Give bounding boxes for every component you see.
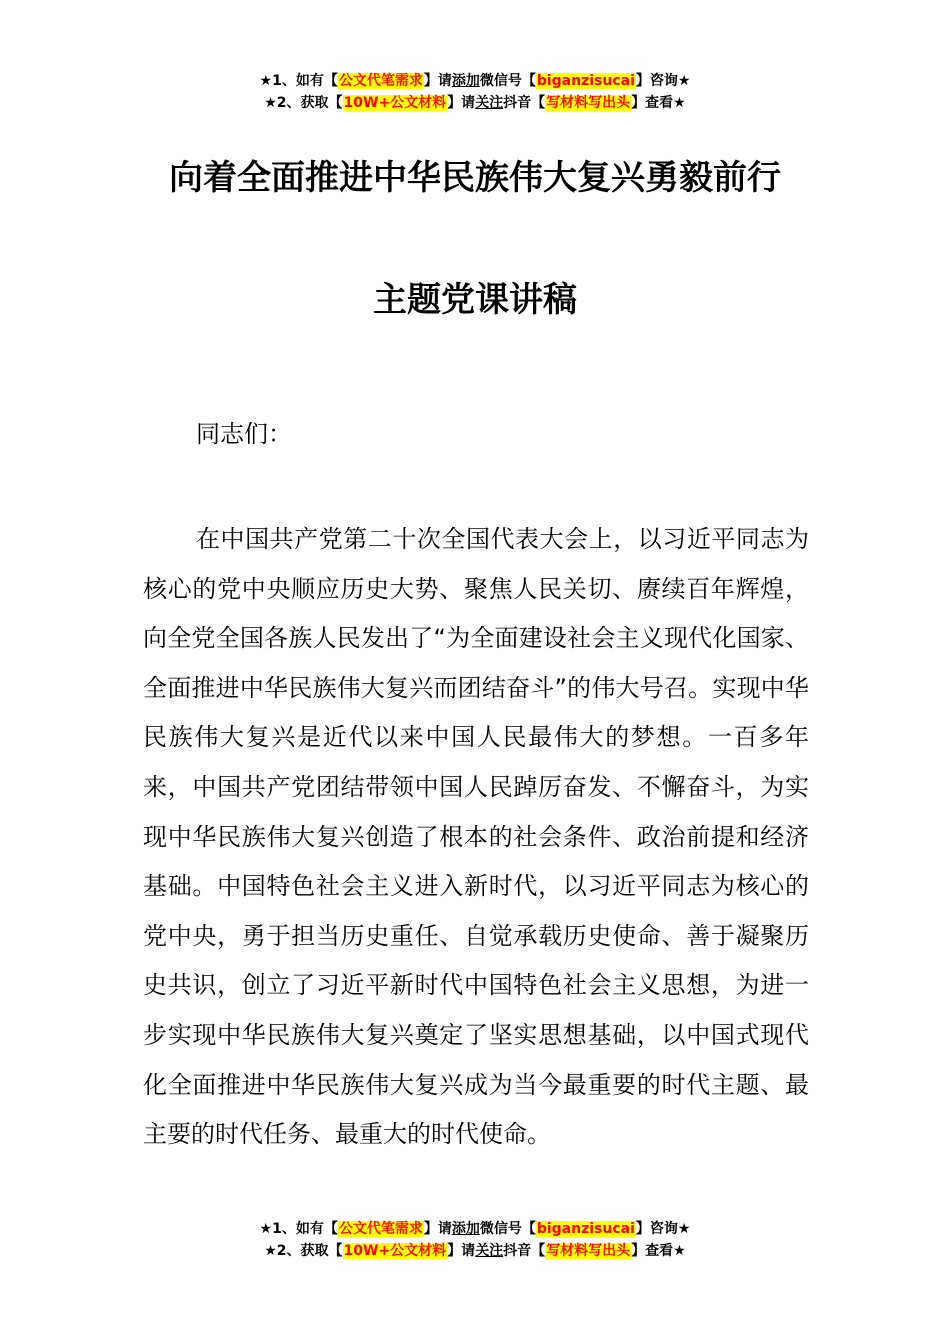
ad-highlight-materials: 10W+公文材料 [343, 95, 447, 111]
ad-underlined-text: 关注 [475, 1243, 504, 1259]
header-ad-line-1 [0, 70, 950, 92]
ad-text: ★2、获取【 [264, 1243, 343, 1259]
document-subtitle: 主题党课讲稿 [373, 280, 577, 320]
footer-ad-banner [0, 1218, 950, 1262]
ad-text: ★1、如有【 [259, 1221, 338, 1237]
ad-text: 】咨询★ [635, 73, 691, 89]
ad-text: 】查看★ [631, 1243, 686, 1259]
body-paragraph: 在中国共产党第二十次全国代表大会上，以习近平同志为核心的党中央顺应历史大势、聚焦人民关切、赓续百年辉煌，向全党全国各族人民发出了“为全面建设社会主义现代化国家、全面推进中华民族伟大复兴而团结奋斗”的伟大号召。实现中华民族伟大复兴是近代以来中国人民最伟大的梦想。一百多年来，中国共产党团结带领中国人民踔厉奋发、不懈奋斗，为实现中华民族伟大复兴创造了根本的社会条件、政治前提和经济基础。中国特色社会主义进入新时代，以习近平同志为核心的党中央，勇于担当历史重任、自觉承载历史使命、善于凝聚历史共识，创立了习近平新时代中国特色社会主义思想，为进一步实现中华民族伟大复兴奠定了坚实思想基础，以中国式现代化全面推进中华民族伟大复兴成为当今最重要的时代主题、最主要的时代任务、最重大的时代使命。 [143, 525, 809, 1149]
ad-underlined-text: 关注 [475, 95, 504, 111]
ad-text: 抖音【 [503, 1243, 546, 1259]
ad-text: 】请 [423, 73, 452, 89]
ad-text: 微信号【 [479, 73, 536, 89]
ad-underlined-text: 添加 [451, 73, 480, 89]
ad-highlight-service: 公文代笔需求 [338, 1221, 423, 1237]
ad-text: 】请 [447, 95, 476, 111]
ad-text: ★2、获取【 [264, 95, 343, 111]
ad-highlight-wechat-id: biganzisucai [536, 1221, 635, 1237]
ad-text: 】查看★ [631, 95, 686, 111]
ad-underlined-text: 添加 [451, 1221, 480, 1237]
ad-highlight-account: 写材料写出头 [546, 1243, 631, 1259]
ad-text: ★1、如有【 [259, 73, 338, 89]
ad-text: 】请 [423, 1221, 452, 1237]
ad-highlight-account: 写材料写出头 [546, 95, 631, 111]
ad-text: 抖音【 [503, 95, 546, 111]
ad-text: 】咨询★ [635, 1221, 691, 1237]
salutation: 同志们： [196, 420, 292, 448]
footer-ad-line-2 [0, 1240, 950, 1262]
footer-ad-line-1 [0, 1218, 950, 1240]
ad-highlight-wechat-id: biganzisucai [536, 73, 635, 89]
ad-highlight-materials: 10W+公文材料 [343, 1243, 447, 1259]
ad-text: 】请 [447, 1243, 476, 1259]
header-ad-line-2 [0, 92, 950, 114]
ad-highlight-service: 公文代笔需求 [338, 73, 423, 89]
document-title: 向着全面推进中华民族伟大复兴勇毅前行 [169, 158, 781, 198]
header-ad-banner [0, 70, 950, 114]
ad-text: 微信号【 [479, 1221, 536, 1237]
